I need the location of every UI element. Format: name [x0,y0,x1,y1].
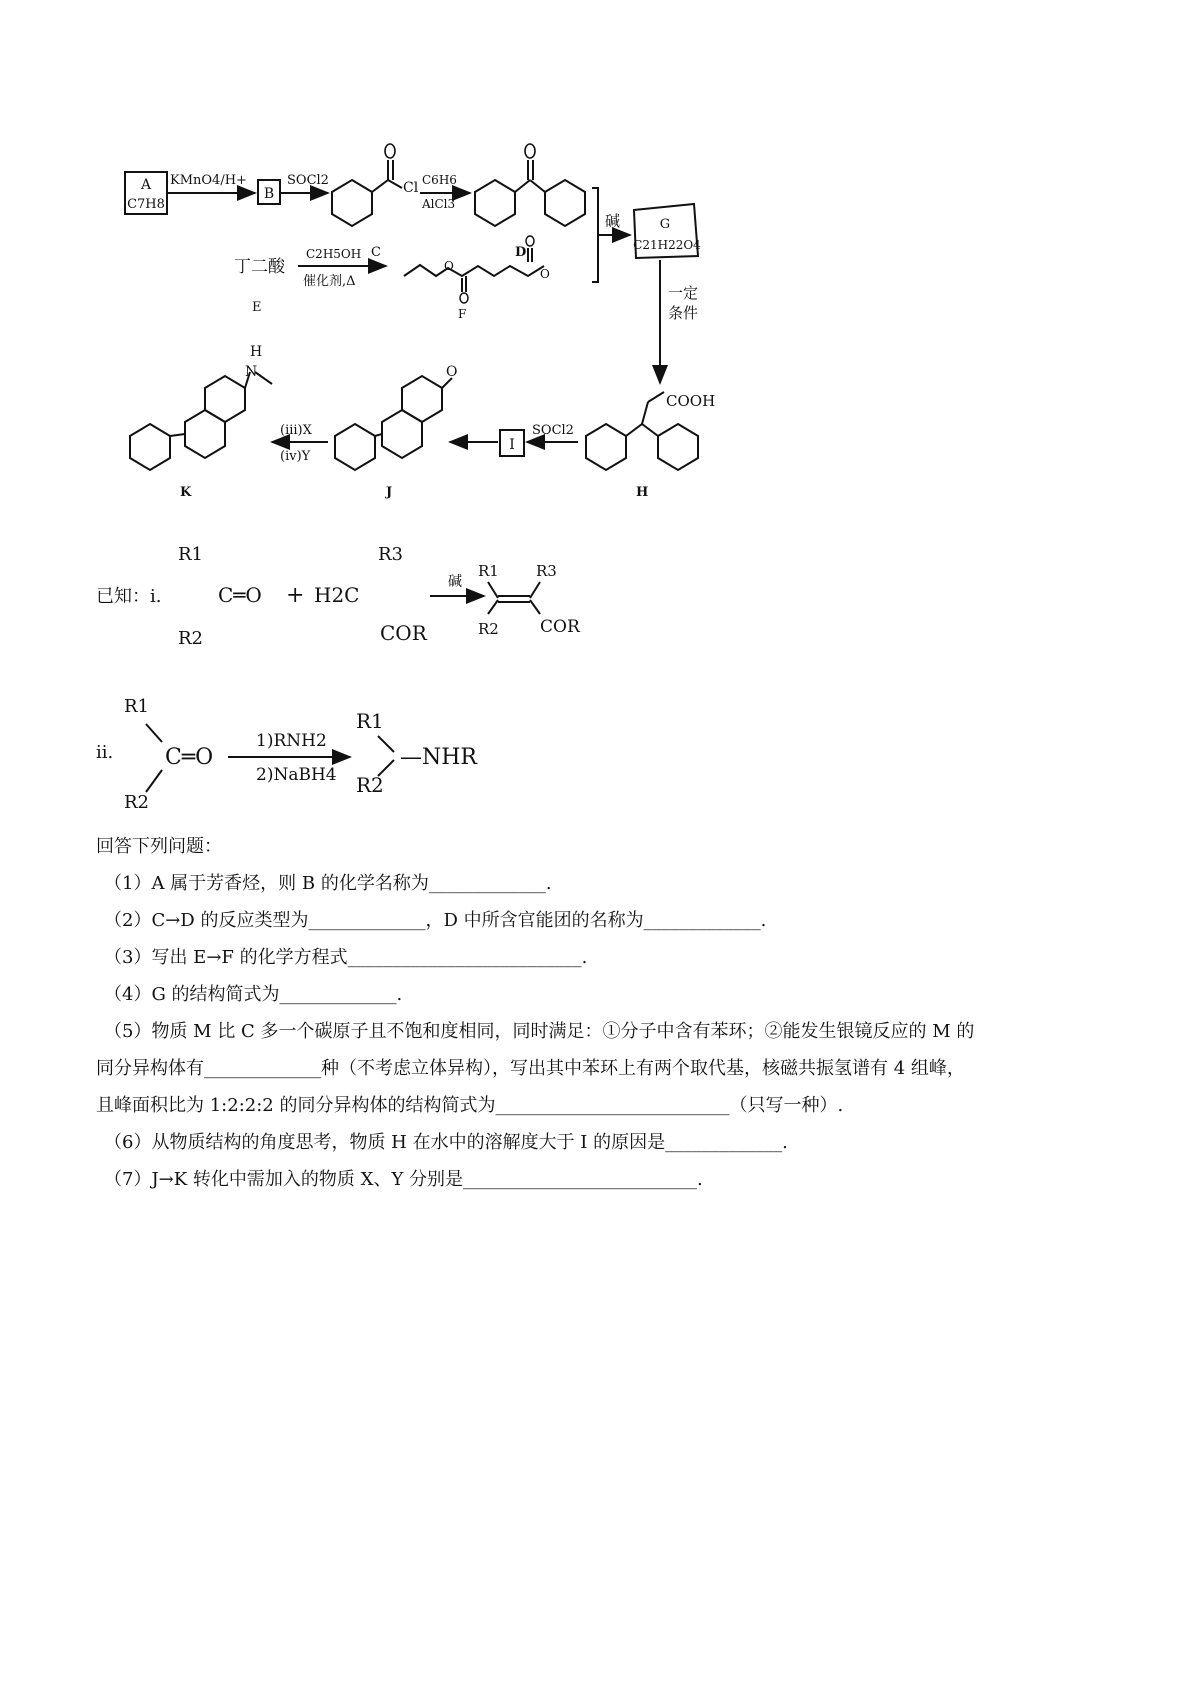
known-i-r2: R2 [178,628,204,649]
reagent-B-C: SOCl2 [287,173,329,188]
known-ii-bond2 [146,770,162,792]
known-ii-r1: R1 [124,696,150,717]
reagent-E-F-bottom: 催化剂,Δ [303,274,356,289]
K-n: N [245,364,258,380]
structure-C [332,144,419,260]
question-1: （1）A 属于芳香烃，则 B 的化学名称为_____________. [104,873,552,894]
known-ii-bond1 [146,724,162,742]
structure-F [404,236,550,321]
structure-J [335,364,457,500]
known-ii-prod-r2: R2 [356,773,384,797]
known-ii-prod-bond1 [378,736,394,752]
question-7: （7）J→K 转化中需加入的物质 X、Y 分别是__________________________. [104,1169,703,1190]
known-i-prod-cor: COR [540,617,580,637]
known-i-prefix: 已知：i. [96,586,162,607]
box-I-label: I [509,437,515,453]
questions-intro: 回答下列问题： [96,836,222,857]
box-A [125,172,167,214]
box-G [633,204,701,258]
structure-H [586,392,715,500]
label-D: D [515,245,527,260]
reagent-C-D-top: C6H6 [422,173,457,187]
known-ii-step2: 2)NaBH4 [256,765,337,785]
bracket [592,188,598,282]
box-I [500,430,524,456]
known-i-base: 碱 [448,574,462,590]
box-B-label: B [263,186,275,202]
reagent-A-B: KMnO4/H+ [170,173,247,188]
known-ii-prod-r1: R1 [356,709,384,733]
known-i-product [478,562,581,638]
reagent-J-K-top: (iii)X [280,423,312,438]
box-G-formula: C21H22O4 [633,238,701,252]
question-4: （4）G 的结构简式为_____________. [104,984,403,1005]
known-ii-r2: R2 [124,792,150,813]
known-ii-nhr: —NHR [400,745,477,770]
C-cl-atom: Cl [403,180,419,196]
box-B [258,180,280,204]
label-H: H [636,485,649,500]
svg-text:O: O [540,267,550,281]
label-C: C [371,245,381,260]
known-i-plus: + [286,583,305,608]
svg-text:O: O [444,259,454,273]
known-i-cor: COR [380,621,427,645]
question-6: （6）从物质结构的角度思考，物质 H 在水中的溶解度大于 I 的原因是_____________. [104,1132,788,1153]
known-i-h2c: H2C [314,583,360,607]
label-E: E [252,300,262,315]
question-5-line2: 同分异构体有_____________种（不考虑立体异构），写出其中苯环上有两个取代基，核磁共振氢谱有 4 组峰， [96,1058,965,1079]
K-nh-h: H [250,344,263,360]
question-5-line3: 且峰面积比为 1:2:2:2 的同分异构体的结构简式为__________________________（只写一种）. [96,1095,844,1116]
J-oxygen: O [446,364,458,380]
known-i-prod-r2: R2 [478,620,499,638]
known-i-prod-r1: R1 [478,562,499,580]
known-i-r3: R3 [378,544,404,565]
box-A-formula: C7H8 [127,197,165,212]
reagent-E-F-top: C2H5OH [306,247,362,261]
known-ii-prefix: ii. [96,742,114,763]
known-i-prod-r3: R3 [536,562,557,580]
question-5-line1: （5）物质 M 比 C 多一个碳原子且不饱和度相同，同时满足：①分子中含有苯环；②能发生银镜反应的 M 的 [104,1021,975,1042]
question-2: （2）C→D 的反应类型为_____________，D 中所含官能团的名称为_____________. [104,910,767,931]
structure-D [475,144,585,260]
cond-G-H-2: 条件 [668,304,699,322]
question-3: （3）写出 E→F 的化学方程式__________________________. [104,947,588,968]
label-J: J [386,485,393,500]
known-ii-step1: 1)RNH2 [256,731,327,751]
cond-G-H-1: 一定 [668,284,699,302]
known-ii-co: C═O [165,745,214,770]
base-label: 碱 [605,212,621,230]
question-list [96,828,1136,1198]
box-G-name: G [659,217,671,232]
known-i-r1: R1 [178,544,204,565]
H-cooh: COOH [666,392,716,410]
structure-K [130,344,272,500]
known-ii-prod-bond2 [378,760,394,776]
label-K: K [180,485,192,500]
E-name: 丁二酸 [234,257,285,277]
reagent-J-K-bottom: (iv)Y [280,449,311,464]
reagent-C-D-bottom: AlCl3 [422,197,456,211]
box-A-name: A [140,177,152,193]
label-F: F [458,307,467,321]
known-i-carbonyl: C═O [218,583,262,607]
reagent-I-J: SOCl2 [532,423,574,438]
